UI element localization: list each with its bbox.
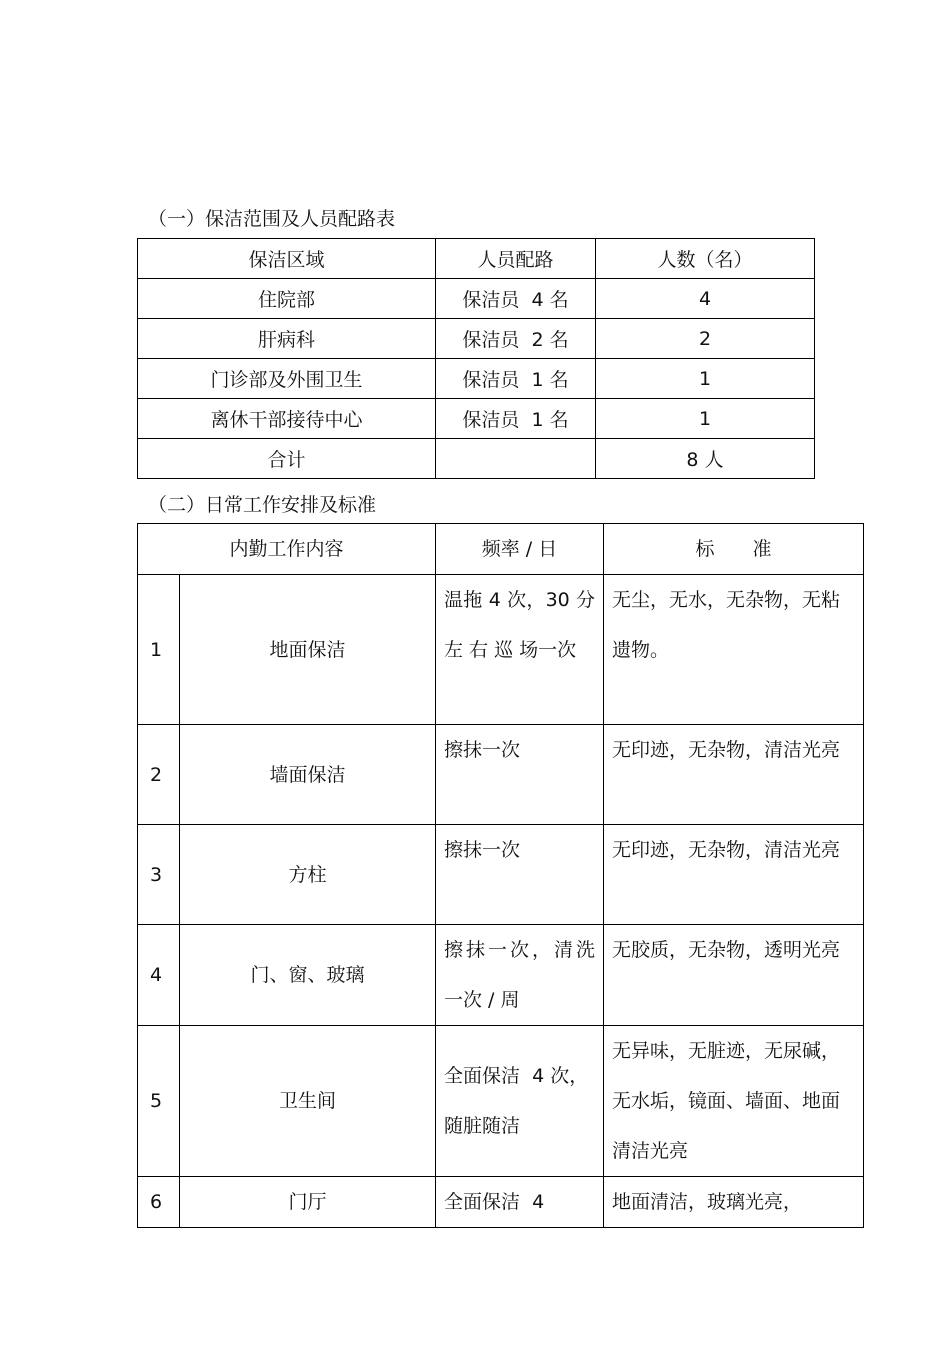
standard-cell: 无异味，无脏迹，无尿碱，无水垢，镜面、墙面、地面清洁光亮 [604, 1026, 864, 1177]
staffing-table [137, 238, 815, 479]
standard-cell: 无印迹，无杂物，清洁光亮 [604, 825, 864, 925]
section2-title: （二）日常工作安排及标准 [148, 494, 377, 516]
row-number: 5 [138, 1026, 180, 1177]
count-cell: 1 [596, 399, 815, 439]
count-cell: 1 [596, 359, 815, 399]
task-cell: 墙面保洁 [180, 725, 436, 825]
table-row [138, 359, 815, 399]
header-area: 保洁区域 [138, 239, 436, 279]
header-standard: 标 准 [604, 524, 864, 575]
area-cell: 肝病科 [138, 319, 436, 359]
table-row [138, 1026, 864, 1177]
standard-cell: 无胶质，无杂物，透明光亮 [604, 925, 864, 1026]
total-count: 8 人 [596, 439, 815, 479]
task-cell: 地面保洁 [180, 575, 436, 725]
table-row [138, 1177, 864, 1228]
staffing-cell: 保洁员 1 名 [436, 359, 596, 399]
table-row [138, 925, 864, 1026]
section1-title: （一）保洁范围及人员配路表 [148, 208, 396, 230]
frequency-cell: 全面保洁 4 [436, 1177, 604, 1228]
area-cell: 门诊部及外围卫生 [138, 359, 436, 399]
row-number: 4 [138, 925, 180, 1026]
staffing-cell: 保洁员 4 名 [436, 279, 596, 319]
table-row [138, 725, 864, 825]
header-task: 内勤工作内容 [138, 524, 436, 575]
task-cell: 卫生间 [180, 1026, 436, 1177]
task-cell: 门厅 [180, 1177, 436, 1228]
table-row [138, 279, 815, 319]
area-cell: 住院部 [138, 279, 436, 319]
row-number: 3 [138, 825, 180, 925]
count-cell: 2 [596, 319, 815, 359]
table-row [138, 575, 864, 725]
task-cell: 方柱 [180, 825, 436, 925]
task-cell: 门、窗、玻璃 [180, 925, 436, 1026]
standard-cell: 地面清洁，玻璃光亮， [604, 1177, 864, 1228]
total-staffing [436, 439, 596, 479]
schedule-table [137, 523, 864, 1228]
frequency-cell: 擦抹一次 [436, 825, 604, 925]
header-staffing: 人员配路 [436, 239, 596, 279]
count-cell: 4 [596, 279, 815, 319]
staffing-cell: 保洁员 1 名 [436, 399, 596, 439]
frequency-cell: 温拖 4 次，30 分 左 右 巡 场一次 [436, 575, 604, 725]
row-number: 1 [138, 575, 180, 725]
frequency-cell: 擦抹一次 [436, 725, 604, 825]
area-cell: 离休干部接待中心 [138, 399, 436, 439]
staffing-cell: 保洁员 2 名 [436, 319, 596, 359]
frequency-cell: 擦抹一次，清洗一次 / 周 [436, 925, 604, 1026]
standard-cell: 无尘，无水，无杂物，无粘遗物。 [604, 575, 864, 725]
row-number: 6 [138, 1177, 180, 1228]
table-row [138, 825, 864, 925]
total-label: 合计 [138, 439, 436, 479]
header-count: 人数（名） [596, 239, 815, 279]
total-row [138, 439, 815, 479]
frequency-cell: 全面保洁 4 次，随脏随洁 [436, 1026, 604, 1177]
table-header-row [138, 524, 864, 575]
row-number: 2 [138, 725, 180, 825]
header-frequency: 频率 / 日 [436, 524, 604, 575]
table-header-row [138, 239, 815, 279]
table-row [138, 399, 815, 439]
standard-cell: 无印迹，无杂物，清洁光亮 [604, 725, 864, 825]
table-row [138, 319, 815, 359]
